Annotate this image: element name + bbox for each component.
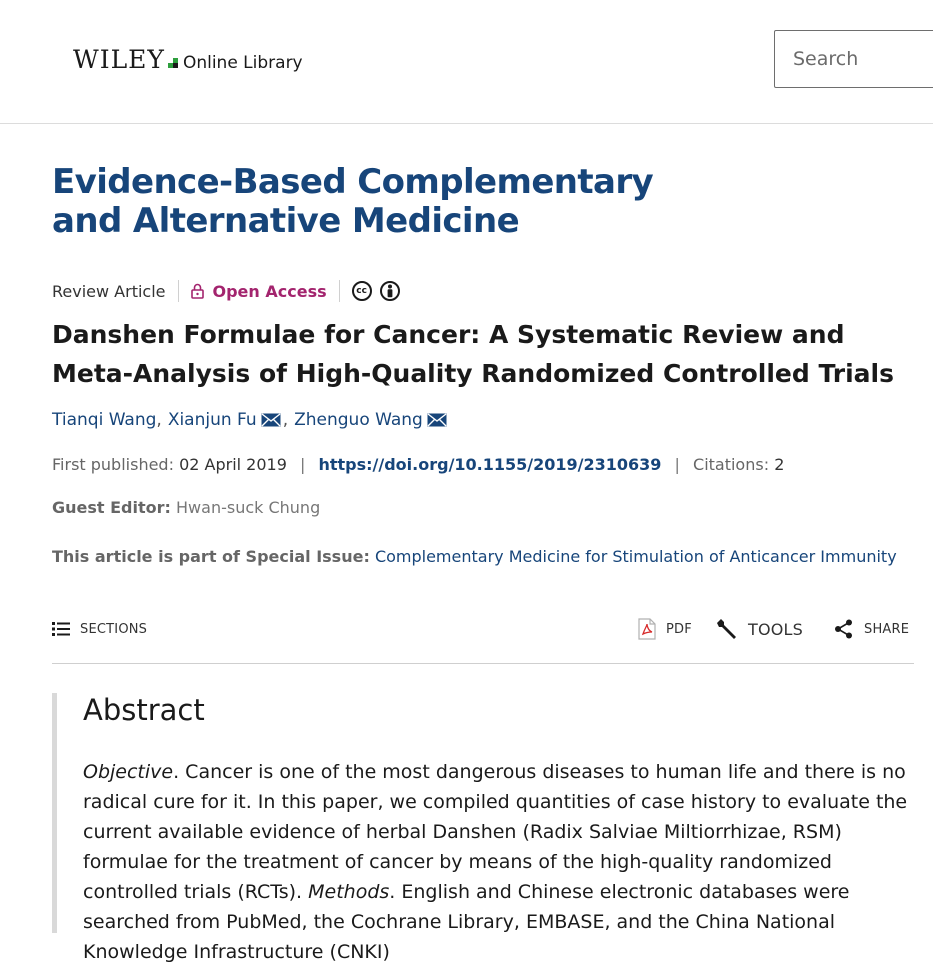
search-input[interactable] bbox=[774, 30, 933, 88]
doi-link[interactable]: https://doi.org/10.1155/2019/2310639 bbox=[318, 455, 662, 474]
logo-product: Online Library bbox=[182, 53, 303, 73]
logo-mark-icon bbox=[168, 58, 178, 68]
divider: | bbox=[299, 455, 306, 474]
pdf-label: PDF bbox=[666, 621, 692, 637]
author-separator: , bbox=[156, 410, 162, 430]
special-issue-link[interactable]: Complementary Medicine for Stimulation of Anticancer Immunity bbox=[374, 547, 897, 566]
mail-icon[interactable] bbox=[427, 413, 447, 427]
journal-title-line-1: Evidence-Based Complementary bbox=[52, 162, 654, 202]
abstract-text bbox=[83, 757, 923, 967]
share-button[interactable] bbox=[834, 612, 909, 646]
article-title: Danshen Formulae for Cancer: A Systematic Review and Meta-Analysis of High-Quality Randomized Controlled Trials bbox=[52, 320, 894, 388]
logo-brand: WILEY bbox=[73, 45, 165, 74]
divider: | bbox=[674, 455, 680, 474]
methods-label: Methods bbox=[308, 881, 390, 903]
open-access-badge bbox=[191, 282, 327, 301]
tools-button[interactable] bbox=[714, 612, 803, 646]
article-meta-row bbox=[52, 278, 400, 304]
share-icon bbox=[834, 619, 854, 639]
special-issue bbox=[52, 547, 897, 566]
journal-title-line-2: and Alternative Medicine bbox=[52, 201, 520, 241]
publication-info bbox=[52, 455, 784, 474]
site-header bbox=[0, 0, 933, 124]
guest-editor-label: Guest Editor: bbox=[52, 498, 171, 517]
methods-text: . English and Chinese electronic databases were searched from PubMed, the Cochrane Library, EMBASE, and the China National Knowledge Infrastructure (CNKI) bbox=[83, 881, 850, 963]
guest-editor-name: Hwan-suck Chung bbox=[176, 498, 321, 517]
guest-editor bbox=[52, 498, 320, 517]
citations-count[interactable]: 2 bbox=[774, 455, 785, 474]
article-type: Review Article bbox=[52, 281, 166, 301]
cc-icon: cc bbox=[352, 281, 372, 301]
license-icons[interactable] bbox=[352, 281, 400, 301]
pdf-icon bbox=[638, 618, 656, 640]
list-icon bbox=[52, 622, 70, 636]
first-published-label: First published: bbox=[52, 455, 174, 474]
wiley-logo[interactable] bbox=[73, 45, 303, 74]
author-separator: , bbox=[282, 410, 289, 430]
citations-label: Citations: bbox=[693, 455, 770, 474]
journal-title[interactable] bbox=[52, 163, 653, 241]
by-icon bbox=[380, 281, 400, 301]
pdf-button[interactable] bbox=[638, 612, 692, 646]
objective-text: . Cancer is one of the most dangerous diseases to human life and there is no radical cure for it. In this paper, we compiled quantities of case history to evaluate the current available evidence of herbal Danshen (Radix Salviae Miltiorrhizae, RSM) formulae for the treatment of cancer by means of the high-quality randomized controlled trials (RCTs). bbox=[83, 761, 908, 903]
author-link[interactable]: Xianjun Fu bbox=[167, 410, 257, 430]
mail-icon[interactable] bbox=[261, 413, 281, 427]
divider-line bbox=[52, 663, 914, 664]
abstract-heading: Abstract bbox=[83, 693, 205, 727]
wrench-icon bbox=[714, 617, 738, 641]
author-link[interactable]: Zhenguo Wang bbox=[294, 410, 423, 430]
lock-icon bbox=[191, 283, 204, 299]
sections-label: SECTIONS bbox=[80, 621, 148, 637]
divider bbox=[178, 280, 179, 302]
author-list bbox=[52, 410, 449, 430]
share-label: SHARE bbox=[864, 621, 910, 637]
first-published-date: 02 April 2019 bbox=[179, 455, 287, 474]
abstract-section bbox=[52, 693, 927, 963]
objective-label: Objective bbox=[83, 761, 174, 783]
tools-label: TOOLS bbox=[748, 619, 804, 639]
special-issue-label: This article is part of Special Issue: bbox=[52, 547, 370, 566]
article-toolbar bbox=[52, 612, 914, 646]
sections-button[interactable] bbox=[52, 612, 147, 646]
author-link[interactable]: Tianqi Wang bbox=[52, 410, 157, 430]
open-access-label: Open Access bbox=[212, 281, 327, 301]
divider bbox=[339, 280, 340, 302]
